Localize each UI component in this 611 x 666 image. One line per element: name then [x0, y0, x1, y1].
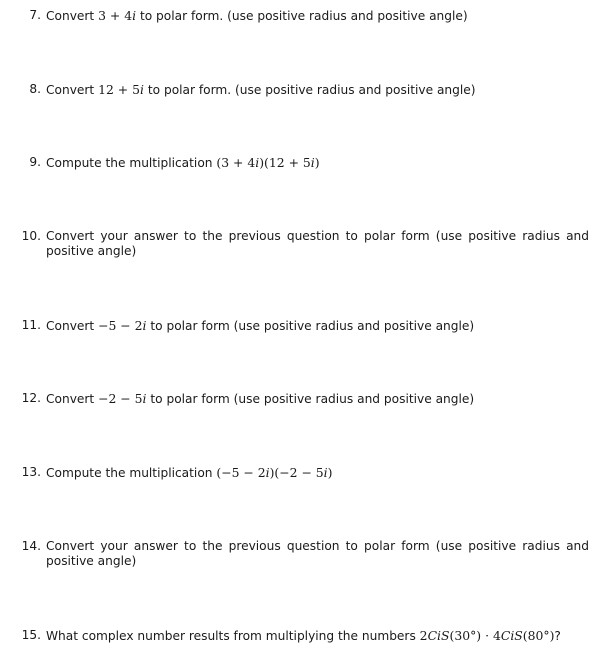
problem-number: 8.: [29, 82, 41, 96]
problem-10: [0, 229, 589, 259]
math-expression: −5 − 2i: [98, 318, 147, 333]
problem-13: [0, 465, 589, 481]
problem-number: 11.: [21, 318, 41, 332]
math-expression: 3 + 4i: [98, 8, 137, 23]
problem-12: [0, 391, 589, 407]
problem-14: [0, 539, 589, 569]
problem-number: 14.: [21, 539, 41, 553]
problem-text: Convert −2 − 5i to polar form (use positive radius and positive angle): [46, 391, 475, 406]
problem-text: Compute the multiplication (3 + 4i)(12 + 5i): [46, 155, 320, 170]
problem-number: 13.: [21, 465, 41, 479]
problem-7: [0, 8, 589, 24]
problem-text: Convert your answer to the previous question to polar form (use positive radius and positive angle): [46, 229, 589, 258]
math-expression: 2CiS(30°) · 4CiS(80°): [419, 628, 555, 643]
problem-text: Compute the multiplication (−5 − 2i)(−2 − 5i): [46, 465, 333, 480]
math-expression: (−5 − 2i)(−2 − 5i): [216, 465, 333, 480]
math-expression: (3 + 4i)(12 + 5i): [216, 155, 320, 170]
problem-text: Convert −5 − 2i to polar form (use positive radius and positive angle): [46, 318, 475, 333]
problem-number: 10.: [21, 229, 41, 243]
problem-number: 12.: [21, 391, 41, 405]
problem-number: 9.: [29, 155, 41, 169]
problem-number: 7.: [29, 8, 41, 22]
problem-text: Convert your answer to the previous question to polar form (use positive radius and positive angle): [46, 539, 589, 568]
math-expression: −2 − 5i: [98, 391, 147, 406]
problem-8: [0, 82, 589, 98]
problem-number: 15.: [21, 628, 41, 642]
problem-11: [0, 318, 589, 334]
problem-9: [0, 155, 589, 171]
problem-15: [0, 628, 589, 644]
problem-text: Convert 3 + 4i to polar form. (use positive radius and positive angle): [46, 8, 468, 23]
problem-text: What complex number results from multiplying the numbers 2CiS(30°) · 4CiS(80°)?: [46, 628, 561, 643]
problem-text: Convert 12 + 5i to polar form. (use positive radius and positive angle): [46, 82, 476, 97]
math-expression: 12 + 5i: [98, 82, 144, 97]
